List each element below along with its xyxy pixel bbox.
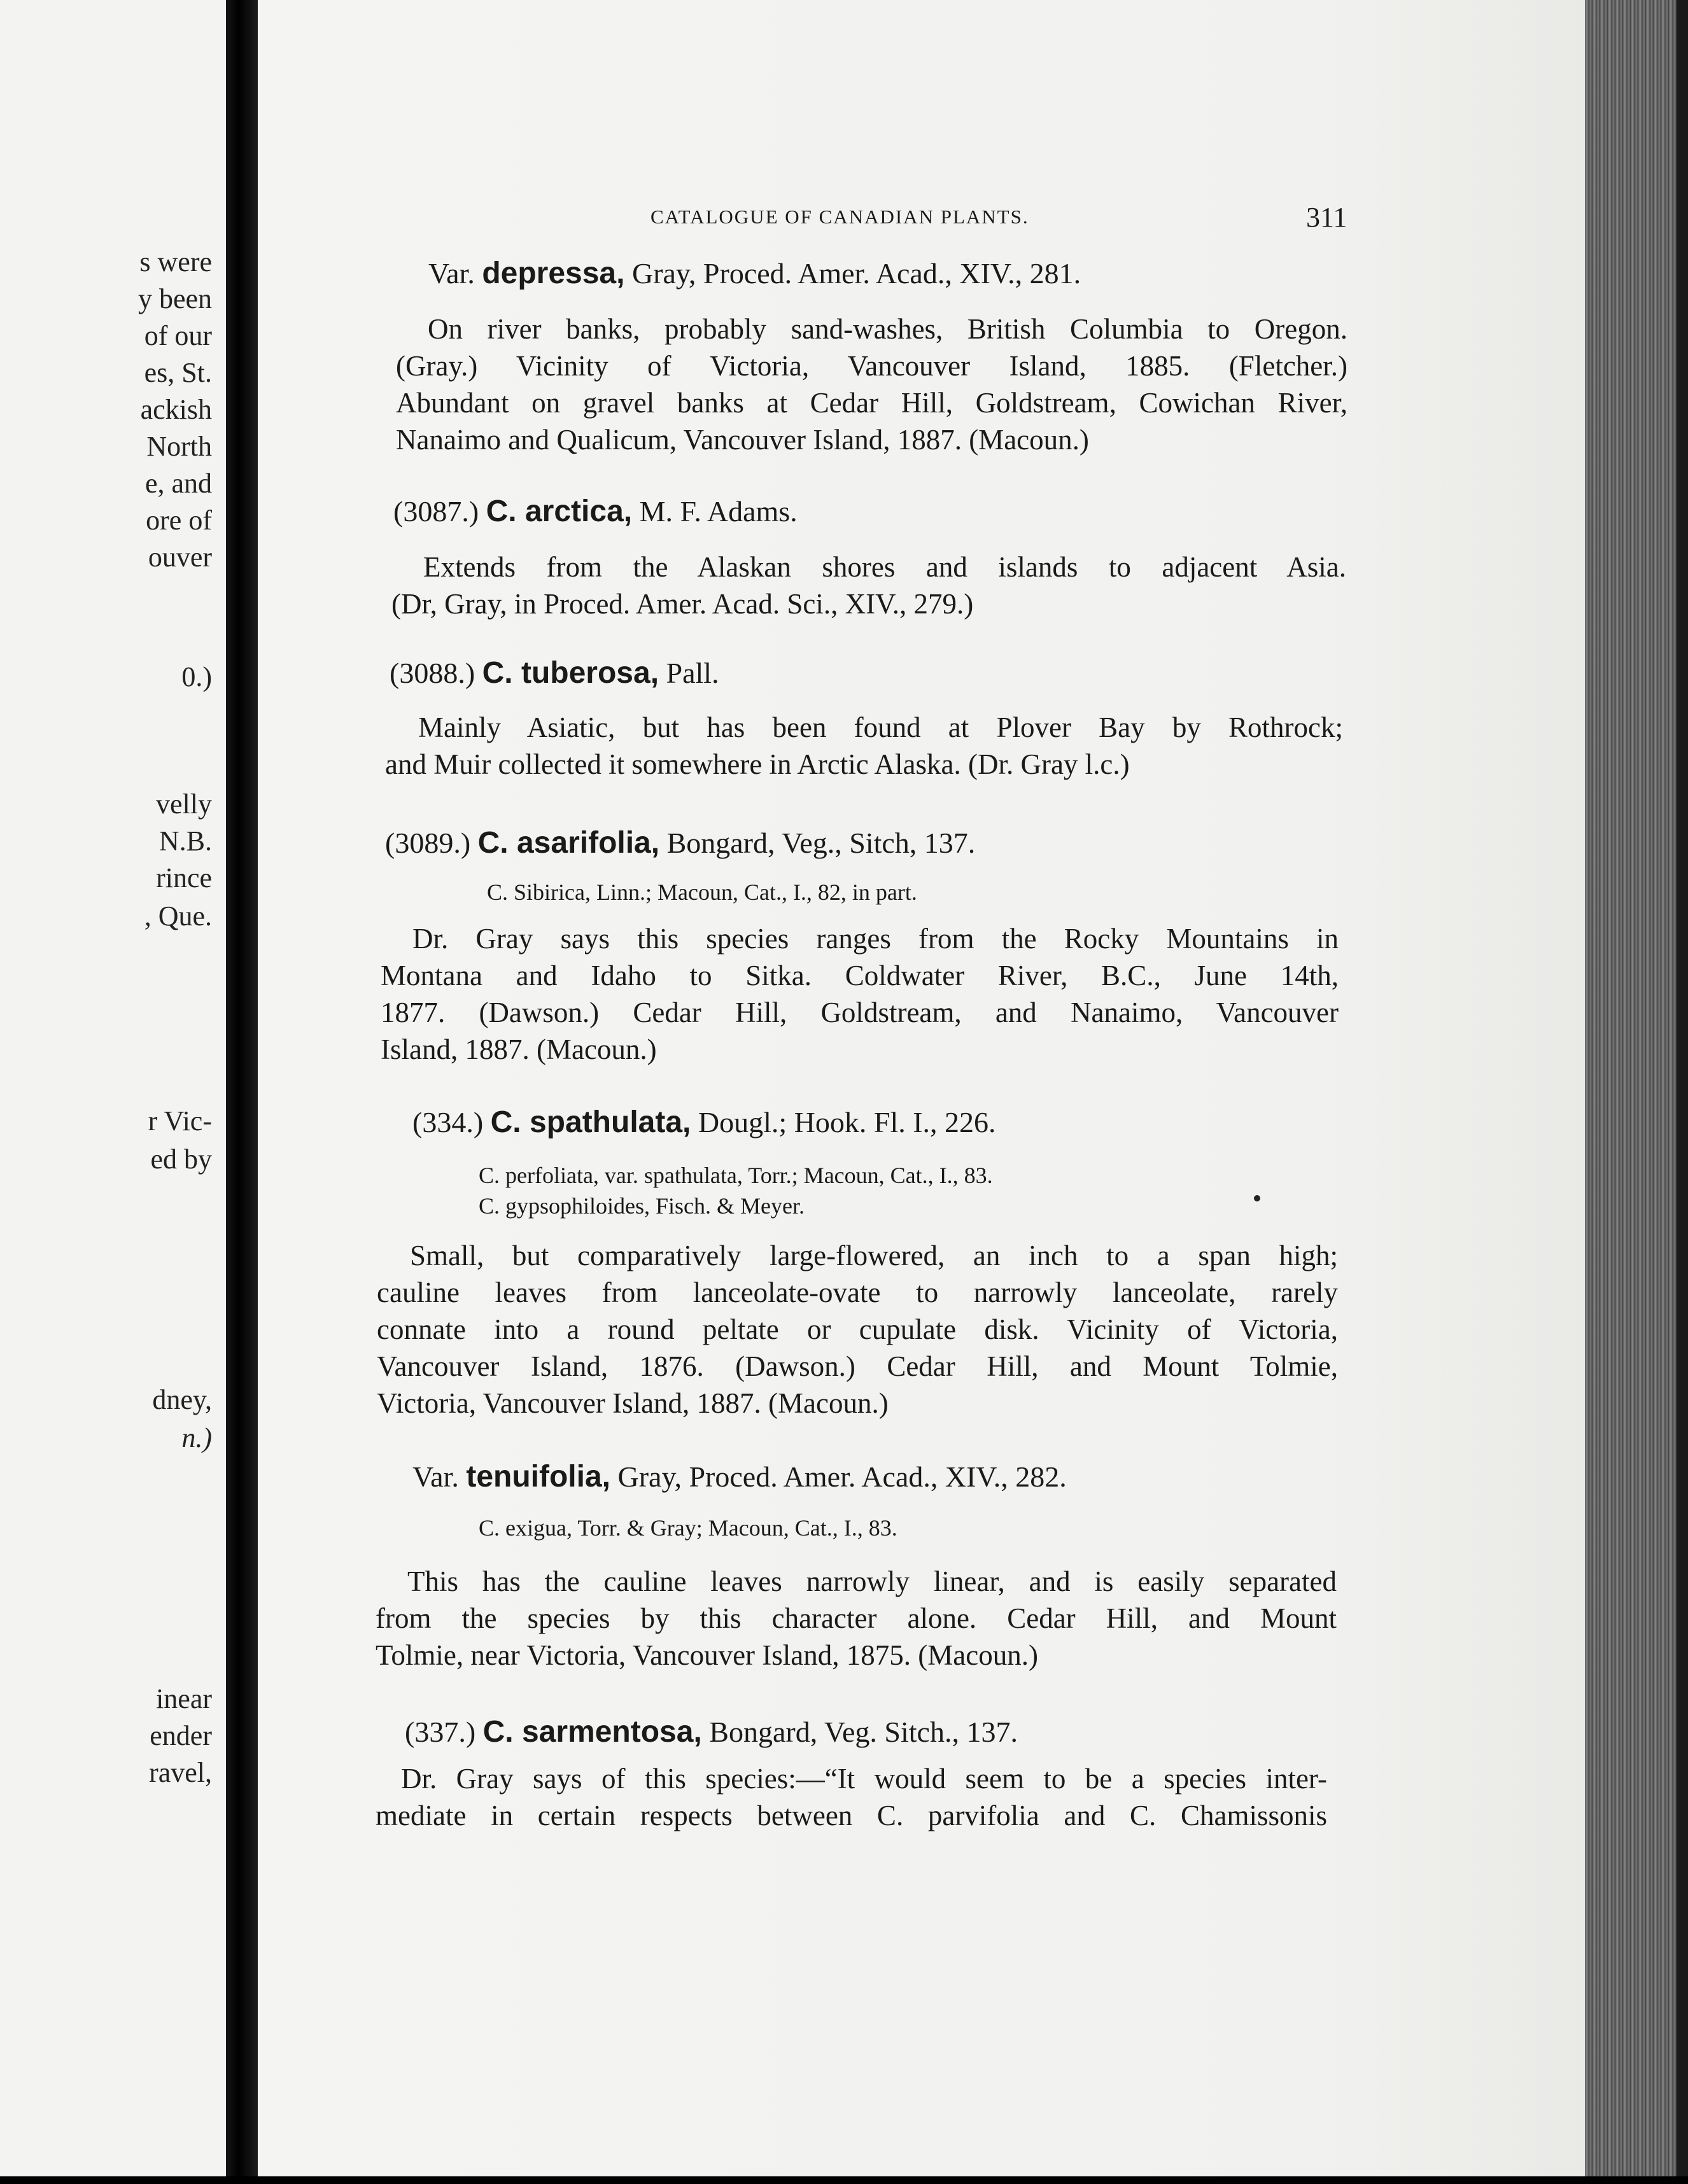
text-line: (Gray.) Vicinity of Victoria, Vancouver Island, 1885. (Fletcher.) — [396, 350, 1347, 382]
text-line: Mainly Asiatic, but has been found at Plover Bay by Rothrock; — [418, 711, 1343, 743]
text-line: and Muir collected it somewhere in Arctic Alaska. (Dr. Gray l.c.) — [385, 748, 1130, 780]
left-page — [0, 0, 226, 2184]
entry-prefix: Var. — [412, 1460, 459, 1493]
text-line: On river banks, probably sand-washes, British Columbia to Oregon. — [428, 313, 1347, 345]
left-page-fragment: N.B. — [158, 825, 212, 857]
entry-description — [377, 1237, 1338, 1422]
stray-mark — [1254, 1195, 1260, 1201]
taxon-name: C. sarmentosa, — [482, 1715, 702, 1749]
entry-citation: Pall. — [666, 657, 719, 689]
entry-citation: Dougl.; Hook. Fl. I., 226. — [698, 1106, 996, 1138]
page-number: 311 — [1306, 202, 1347, 233]
entry-description — [391, 549, 1346, 622]
entry-citation: M. F. Adams. — [639, 495, 798, 528]
taxon-name: C. arctica, — [486, 494, 633, 528]
entry-description — [385, 709, 1343, 783]
left-page-fragment: ender — [150, 1720, 212, 1751]
text-line: Tolmie, near Victoria, Vancouver Island, 1875. (Macoun.) — [376, 1639, 1038, 1671]
left-page-fragment: ouver — [148, 542, 212, 573]
left-page-fragment: North — [146, 431, 212, 462]
entry-heading — [412, 1459, 1067, 1494]
left-page-fragment: velly — [156, 788, 212, 820]
entry-prefix: (3088.) — [390, 657, 475, 689]
entry-prefix: (337.) — [405, 1716, 476, 1748]
left-page-fragment: 0.) — [181, 661, 212, 692]
entry-citation: Gray, Proced. Amer. Acad., XIV., 281. — [631, 257, 1081, 290]
left-page-fragment: rince — [156, 862, 212, 893]
left-page-fragment: ravel, — [149, 1757, 212, 1788]
taxon-name: C. spathulata, — [490, 1105, 691, 1139]
book-gutter — [226, 0, 258, 2184]
entry-description — [381, 920, 1339, 1068]
text-line: Abundant on gravel banks at Cedar Hill, Goldstream, Cowichan River, — [396, 387, 1347, 419]
text-line: Extends from the Alaskan shores and islands to adjacent Asia. — [423, 551, 1346, 583]
text-line: This has the cauline leaves narrowly linear, and is easily separated — [407, 1565, 1337, 1597]
entry-prefix: (3087.) — [393, 495, 479, 528]
text-line: connate into a round peltate or cupulate disk. Vicinity of Victoria, — [377, 1313, 1338, 1345]
text-line: Vancouver Island, 1876. (Dawson.) Cedar Hill, and Mount Tolmie, — [377, 1350, 1338, 1382]
entry-citation: Bongard, Veg., Sitch, 137. — [666, 827, 976, 859]
synonym-line: C. perfoliata, var. spathulata, Torr.; Macoun, Cat., I., 83. — [479, 1163, 993, 1188]
left-page-fragment: r Vic- — [148, 1105, 212, 1137]
text-line: 1877. (Dawson.) Cedar Hill, Goldstream, and Nanaimo, Vancouver — [381, 997, 1339, 1028]
running-head: CATALOGUE OF CANADIAN PLANTS. — [651, 206, 1029, 228]
entry-heading — [385, 825, 975, 860]
entry-heading — [405, 1714, 1018, 1749]
text-line: Nanaimo and Qualicum, Vancouver Island, 1887. (Macoun.) — [396, 424, 1089, 456]
entry-heading — [412, 1105, 996, 1140]
text-line: mediate in certain respects between C. parvifolia and C. Chamissonis — [376, 1800, 1327, 1831]
left-page-fragment: ackish — [140, 394, 212, 425]
entry-heading — [393, 494, 798, 529]
left-page-fragment: e, and — [144, 468, 212, 499]
entry-heading — [390, 655, 719, 690]
text-line: Dr. Gray says of this species:—“It would seem to be a species inter- — [401, 1763, 1327, 1795]
text-line: Dr. Gray says this species ranges from the Rocky Mountains in — [412, 923, 1339, 955]
synonym-line: C. gypsophiloides, Fisch. & Meyer. — [479, 1193, 805, 1219]
taxon-name: tenuifolia, — [466, 1460, 610, 1494]
entry-citation: Bongard, Veg. Sitch., 137. — [709, 1716, 1018, 1748]
text-line: Island, 1887. (Macoun.) — [381, 1033, 657, 1065]
synonym-line: C. Sibirica, Linn.; Macoun, Cat., I., 82, in part. — [487, 879, 917, 905]
entry-prefix: (334.) — [412, 1106, 484, 1138]
taxon-name: C. asarifolia, — [477, 826, 660, 860]
left-page-fragment: ore of — [146, 505, 212, 536]
entry-heading — [428, 256, 1081, 291]
page-edges — [1585, 0, 1688, 2184]
left-page-fragment: es, St. — [144, 357, 212, 388]
entry-description — [396, 311, 1347, 458]
entry-description — [376, 1563, 1337, 1674]
left-page-fragment: inear — [156, 1683, 212, 1714]
left-page-fragment: , Que. — [144, 900, 212, 932]
taxon-name: C. tuberosa, — [482, 656, 659, 690]
entry-citation: Gray, Proced. Amer. Acad., XIV., 282. — [617, 1460, 1067, 1493]
entry-prefix: (3089.) — [385, 827, 471, 859]
entry-description — [376, 1760, 1327, 1834]
synonym-line: C. exigua, Torr. & Gray; Macoun, Cat., I., 83. — [479, 1515, 897, 1541]
text-line: from the species by this character alone. Cedar Hill, and Mount — [376, 1602, 1337, 1634]
text-line: Small, but comparatively large-flowered, an inch to a span high; — [410, 1240, 1338, 1271]
text-line: Victoria, Vancouver Island, 1887. (Macoun.) — [377, 1387, 889, 1419]
left-page-fragment: ed by — [150, 1144, 212, 1175]
left-page-fragment: n.) — [181, 1422, 212, 1453]
left-page-fragment: dney, — [152, 1384, 212, 1415]
left-page-fragment: of our — [144, 320, 212, 351]
text-line: (Dr, Gray, in Proced. Amer. Acad. Sci., XIV., 279.) — [391, 588, 974, 620]
left-page-fragment: s were — [139, 246, 212, 277]
entry-prefix: Var. — [428, 257, 475, 290]
bottom-border — [0, 2176, 1688, 2184]
text-line: cauline leaves from lanceolate-ovate to narrowly lanceolate, rarely — [377, 1277, 1338, 1308]
taxon-name: depressa, — [482, 256, 625, 290]
left-page-fragment: y been — [137, 283, 212, 314]
text-line: Montana and Idaho to Sitka. Coldwater River, B.C., June 14th, — [381, 960, 1339, 991]
